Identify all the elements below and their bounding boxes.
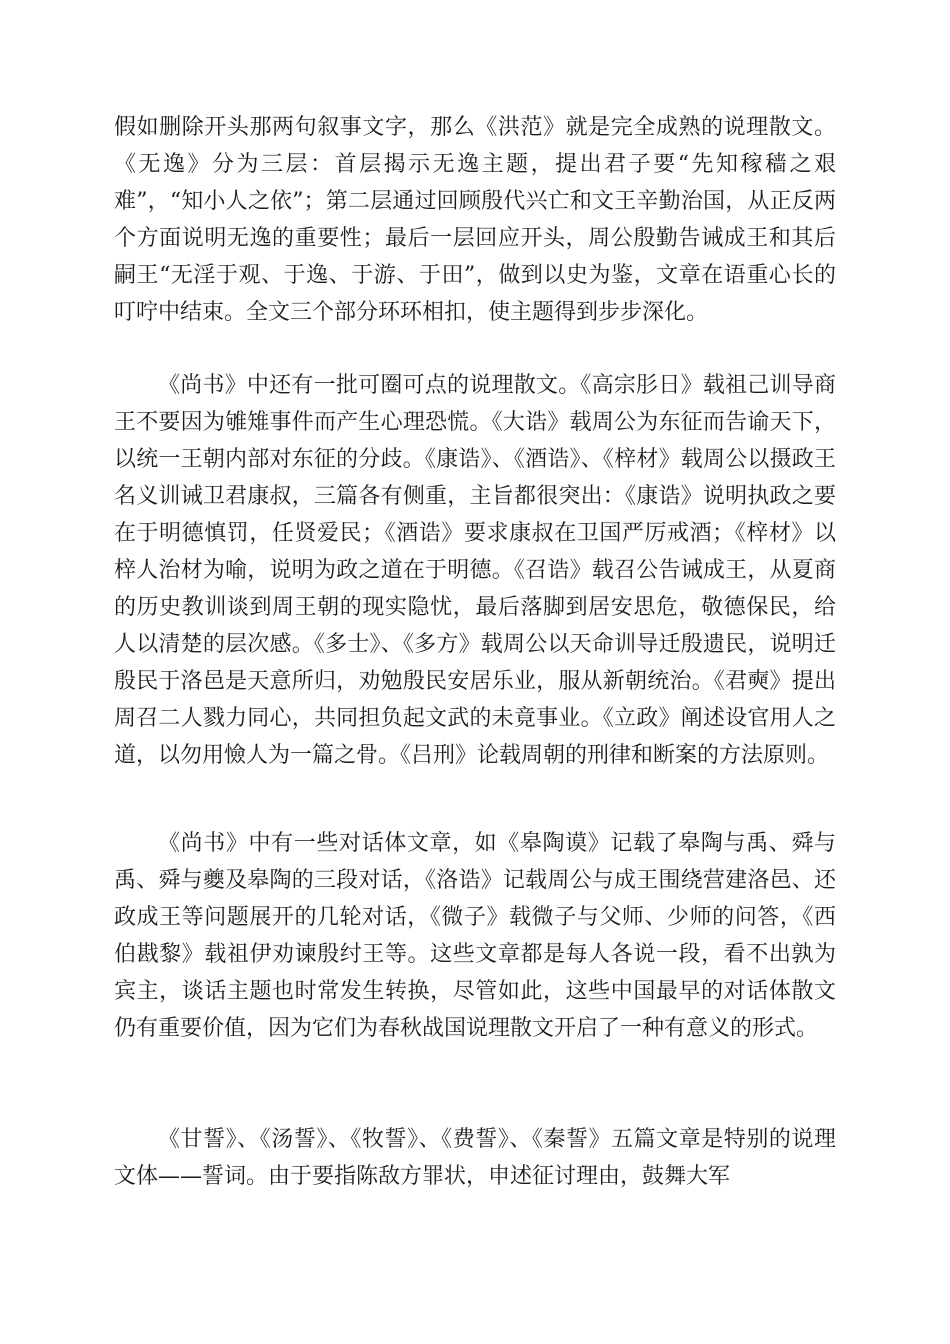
paragraph-dialogue-essays: 《尚书》中有一些对话体文章，如《皋陶谟》记载了皋陶与禹、舜与禹、舜与夔及皋陶的三段对话，《洛诰》记载周公与成王围绕营建洛邑、还政成王等问题展开的几轮对话，《微子》载微子与父师、少师的问答，《西伯戡黎》载祖伊劝谏殷纣王等。这些文章都是每人各说一段，看不出孰为宾主，谈话主题也时常发生转换，尽管如此，这些中国最早的对话体散文仍有重要价值，因为它们为春秋战国说理散文开启了一种有意义的形式。 — [114, 831, 836, 1041]
paragraph-shangshu-essays: 《尚书》中还有一批可圈可点的说理散文。《高宗肜日》载祖己训导商王不要因为雊雉事件而产生心理恐慌。《大诰》载周公为东征而告谕天下，以统一王朝内部对东征的分歧。《康诰》、《酒诰》、《梓材》载周公以摄政王名义训诫卫君康叔，三篇各有侧重，主旨都很突出：《康诰》说明执政之要在于明德慎罚，任贤爱民；《酒诰》要求康叔在卫国严厉戒酒；《梓材》以梓人治材为喻，说明为政之道在于明德。《召诰》载召公告诫成王，从夏商的历史教训谈到周王朝的现实隐忧，最后落脚到居安思危，敬德保民，给人以清楚的层次感。《多士》、《多方》载周公以天命训导迁殷遗民，说明迁殷民于洛邑是天意所归，劝勉殷民安居乐业，服从新朝统治。《君奭》提出周召二人戮力同心，共同担负起文武的未竟事业。《立政》阐述设官用人之道，以勿用憸人为一篇之骨。《吕刑》论载周朝的刑律和断案的方法原则。 — [114, 373, 836, 768]
paragraph-continuation: 假如删除开头那两句叙事文字，那么《洪范》就是完全成熟的说理散文。《无逸》分为三层：首层揭示无逸主题，提出君子要“先知稼穑之艰难”，“知小人之依”；第二层通过回顾殷代兴亡和文王辛勤治国，从正反两个方面说明无逸的重要性；最后一层回应开头，周公殷勤告诫成王和其后嗣王“无淫于观、于逸、于游、于田”，做到以史为鉴，文章在语重心长的叮咛中结束。全文三个部分环环相扣，使主题得到步步深化。 — [114, 115, 836, 325]
paragraph-oath-essays: 《甘誓》、《汤誓》、《牧誓》、《费誓》、《秦誓》五篇文章是特别的说理文体——誓词。由于要指陈敌方罪状，申述征讨理由，鼓舞大军 — [114, 1127, 836, 1189]
